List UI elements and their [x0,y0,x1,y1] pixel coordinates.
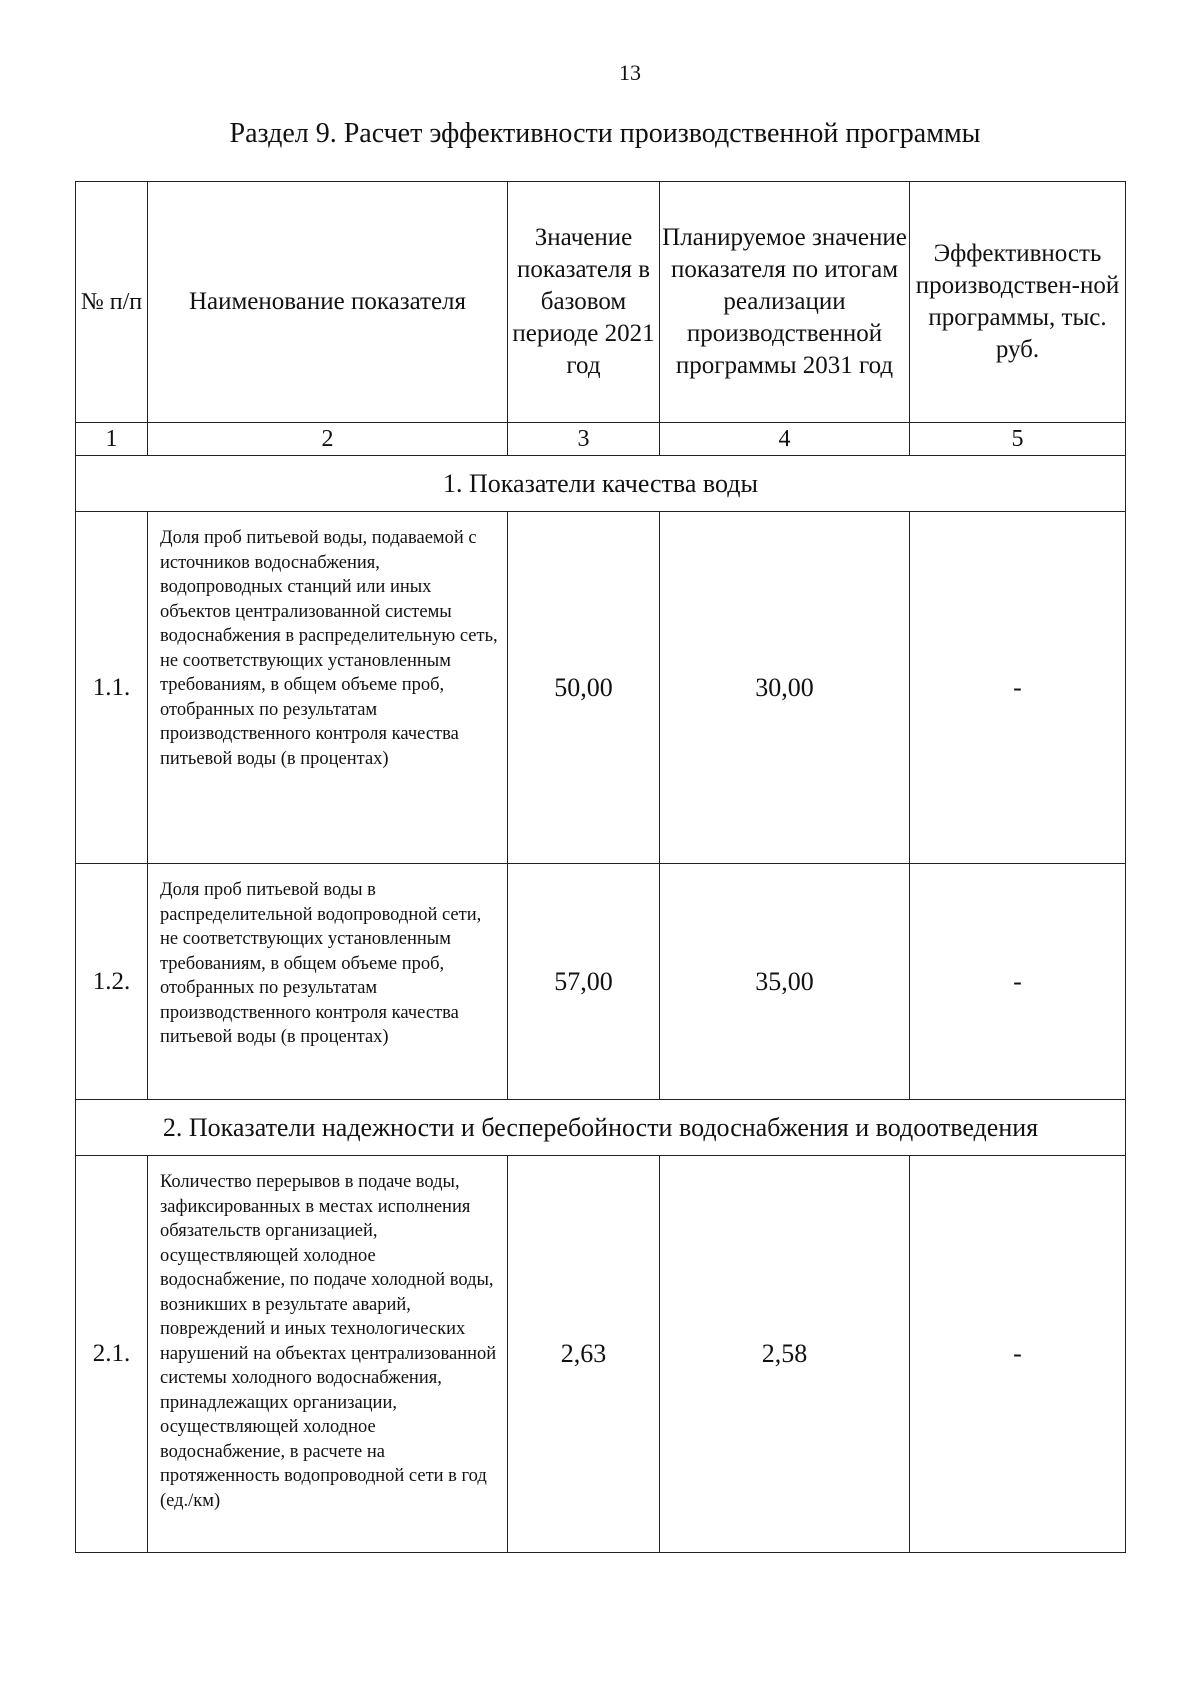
column-index: 1 [76,423,148,456]
section-title: Раздел 9. Расчет эффективности производственной программы [229,118,981,149]
row-efficiency: - [910,1156,1126,1553]
section-heading: 2. Показатели надежности и бесперебойности водоснабжения и водоотведения [76,1100,1126,1156]
row-number: 1.2. [76,864,148,1100]
row-base-value: 57,00 [508,864,660,1100]
header-plan: Планируемое значение показателя по итогам реализации производственной программы 2031 год [660,182,910,423]
column-index: 3 [508,423,660,456]
table-header-row [76,182,1126,423]
section-heading-row [76,456,1126,512]
row-plan-value: 35,00 [660,864,910,1100]
row-indicator-name: Доля проб питьевой воды в распределительной водопроводной сети, не соответствующих установленным требованиям, в общем объеме проб, отобранных по результатам производственного контроля качества питьевой воды (в процентах) [148,864,508,1100]
header-base: Значение показателя в базовом периоде 2021 год [508,182,660,423]
row-number: 2.1. [76,1156,148,1553]
header-num: № п/п [76,182,148,423]
efficiency-table [75,181,1126,1553]
column-index: 2 [148,423,508,456]
table-row [76,1156,1126,1553]
row-efficiency: - [910,864,1126,1100]
table-row [76,512,1126,864]
section-heading-row [76,1100,1126,1156]
column-index-row [76,423,1126,456]
header-efficiency: Эффективность производствен-ной программы, тыс. руб. [910,182,1126,423]
row-plan-value: 2,58 [660,1156,910,1553]
column-index: 4 [660,423,910,456]
section-heading: 1. Показатели качества воды [76,456,1126,512]
row-efficiency: - [910,512,1126,864]
page-number: 13 [619,60,641,85]
row-indicator-name: Доля проб питьевой воды, подаваемой с источников водоснабжения, водопроводных станций или иных объектов централизованной системы водоснабжения в распределительную сеть, не соответствующих установленным требованиям, в общем объеме проб, отобранных по результатам производственного контроля качества питьевой воды (в процентах) [148,512,508,864]
row-plan-value: 30,00 [660,512,910,864]
header-name: Наименование показателя [148,182,508,423]
row-number: 1.1. [76,512,148,864]
table-row [76,864,1126,1100]
row-base-value: 50,00 [508,512,660,864]
column-index: 5 [910,423,1126,456]
row-indicator-name: Количество перерывов в подаче воды, зафиксированных в местах исполнения обязательств организацией, осуществляющей холодное водоснабжение, по подаче холодной воды, возникших в результате аварий, повреждений и иных технологических нарушений на объектах централизованной системы холодного водоснабжения, принадлежащих организации, осуществляющей холодное водоснабжение, в расчете на протяженность водопроводной сети в год (ед./км) [148,1156,508,1553]
row-base-value: 2,63 [508,1156,660,1553]
